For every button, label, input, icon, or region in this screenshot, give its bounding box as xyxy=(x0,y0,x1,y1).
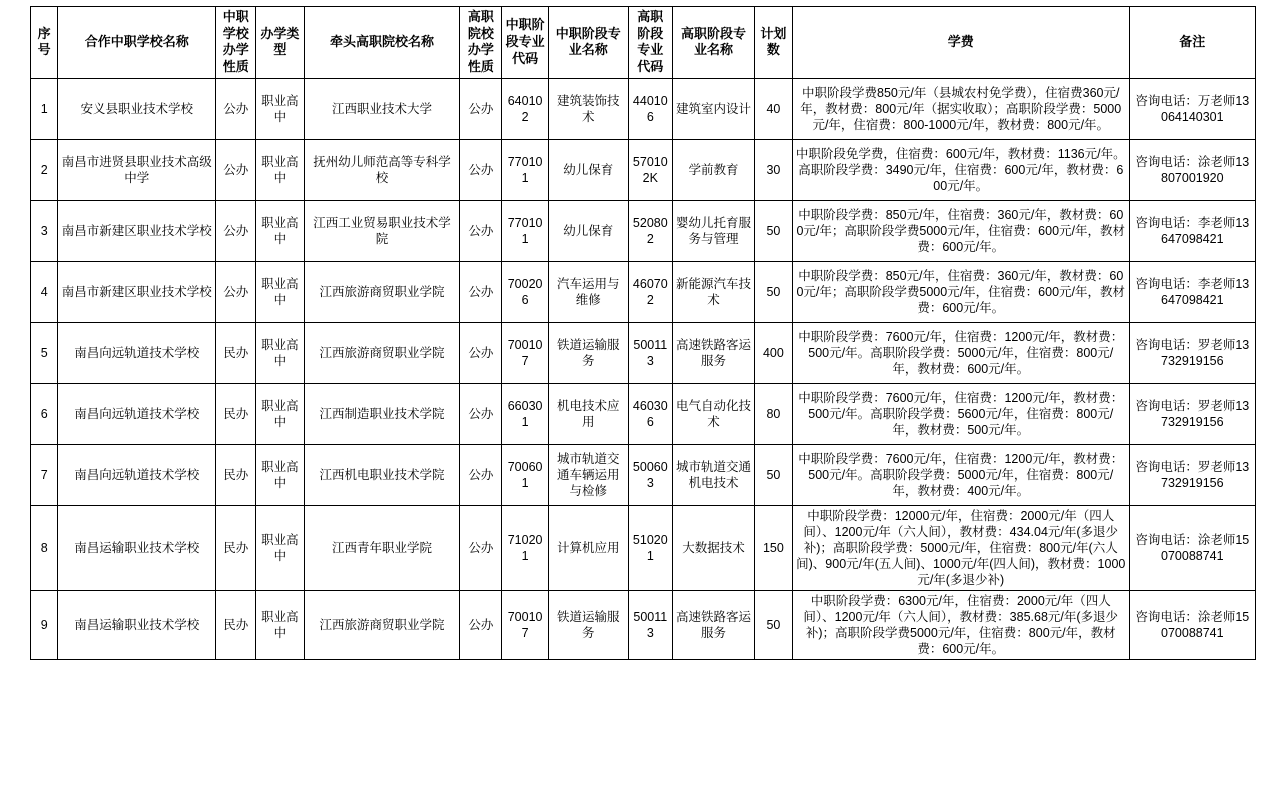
cell-index: 5 xyxy=(31,322,58,383)
cell-school: 南昌向远轨道技术学校 xyxy=(58,444,216,505)
cell-secondary-major-name: 铁道运输服务 xyxy=(548,322,628,383)
cell-remark: 咨询电话：罗老师13732919156 xyxy=(1129,383,1255,444)
cell-index: 2 xyxy=(31,139,58,200)
cell-tuition: 中职阶段学费：12000元/年，住宿费：2000元/年（四人间）、1200元/年（六人间），教材费：434.04元/年(多退少补)；高职阶段学费：5000元/年，住宿费：800元/年(六人间)、900元/年(五人间)、1000元/年(四人间)，教材费：1000元/年(多退少补) xyxy=(792,505,1129,590)
cell-secondary-major-code: 660301 xyxy=(502,383,548,444)
cell-higher-major-name: 建筑室内设计 xyxy=(672,78,754,139)
cell-school-nature: 民办 xyxy=(216,444,256,505)
cell-school-nature: 民办 xyxy=(216,383,256,444)
header-school: 合作中职学校名称 xyxy=(58,7,216,79)
cell-index: 9 xyxy=(31,590,58,659)
cell-secondary-major-name: 幼儿保育 xyxy=(548,200,628,261)
cell-plan-count: 50 xyxy=(754,590,792,659)
cell-college-nature: 公办 xyxy=(460,261,502,322)
cell-school: 安义县职业技术学校 xyxy=(58,78,216,139)
cell-school-nature: 公办 xyxy=(216,139,256,200)
cell-higher-major-name: 城市轨道交通机电技术 xyxy=(672,444,754,505)
table-header xyxy=(31,7,1256,79)
cell-college: 江西青年职业学院 xyxy=(304,505,460,590)
cell-college-nature: 公办 xyxy=(460,78,502,139)
cell-college: 江西工业贸易职业技术学院 xyxy=(304,200,460,261)
cell-school: 南昌向远轨道技术学校 xyxy=(58,322,216,383)
table-row xyxy=(31,322,1256,383)
cell-school-nature: 公办 xyxy=(216,261,256,322)
cell-college-nature: 公办 xyxy=(460,444,502,505)
header-plan-count: 计划数 xyxy=(754,7,792,79)
header-row xyxy=(31,7,1256,79)
cell-higher-major-name: 学前教育 xyxy=(672,139,754,200)
cell-higher-major-code: 460702 xyxy=(628,261,672,322)
cell-secondary-major-name: 城市轨道交通车辆运用与检修 xyxy=(548,444,628,505)
cell-higher-major-code: 500113 xyxy=(628,590,672,659)
cell-secondary-major-code: 640102 xyxy=(502,78,548,139)
cell-college-nature: 公办 xyxy=(460,200,502,261)
cell-tuition: 中职阶段学费850元/年（县城农村免学费），住宿费360元/年，教材费：800元/年（据实收取）；高职阶段学费：5000元/年，住宿费：800-1000元/年，教材费：800元/年。 xyxy=(792,78,1129,139)
cell-higher-major-name: 高速铁路客运服务 xyxy=(672,590,754,659)
cell-higher-major-code: 510201 xyxy=(628,505,672,590)
cell-index: 8 xyxy=(31,505,58,590)
cell-college: 江西职业技术大学 xyxy=(304,78,460,139)
cell-college: 抚州幼儿师范高等专科学校 xyxy=(304,139,460,200)
cell-remark: 咨询电话：罗老师13732919156 xyxy=(1129,322,1255,383)
cell-secondary-major-code: 700107 xyxy=(502,590,548,659)
cell-index: 6 xyxy=(31,383,58,444)
cell-plan-count: 400 xyxy=(754,322,792,383)
cell-secondary-major-name: 机电技术应用 xyxy=(548,383,628,444)
cell-higher-major-name: 新能源汽车技术 xyxy=(672,261,754,322)
cell-college-nature: 公办 xyxy=(460,383,502,444)
cell-school-nature: 公办 xyxy=(216,200,256,261)
cell-higher-major-name: 大数据技术 xyxy=(672,505,754,590)
cell-college: 江西旅游商贸职业学院 xyxy=(304,590,460,659)
header-higher-major-name: 高职阶段专业名称 xyxy=(672,7,754,79)
table-row xyxy=(31,444,1256,505)
cell-college-nature: 公办 xyxy=(460,139,502,200)
cell-remark: 咨询电话：涂老师13807001920 xyxy=(1129,139,1255,200)
cell-remark: 咨询电话：李老师13647098421 xyxy=(1129,200,1255,261)
cell-tuition: 中职阶段学费：7600元/年，住宿费：1200元/年，教材费：500元/年。高职阶段学费：5600元/年，住宿费：800元/年，教材费：500元/年。 xyxy=(792,383,1129,444)
header-remark: 备注 xyxy=(1129,7,1255,79)
header-higher-major-code: 高职阶段专业代码 xyxy=(628,7,672,79)
cell-school-nature: 公办 xyxy=(216,78,256,139)
cell-remark: 咨询电话：涂老师15070088741 xyxy=(1129,590,1255,659)
header-secondary-major-name: 中职阶段专业名称 xyxy=(548,7,628,79)
cell-plan-count: 150 xyxy=(754,505,792,590)
table-body xyxy=(31,78,1256,659)
cell-school-nature: 民办 xyxy=(216,505,256,590)
header-school-type: 办学类型 xyxy=(256,7,304,79)
cell-plan-count: 50 xyxy=(754,200,792,261)
cell-school: 南昌市进贤县职业技术高级中学 xyxy=(58,139,216,200)
cell-higher-major-name: 高速铁路客运服务 xyxy=(672,322,754,383)
cell-school-type: 职业高中 xyxy=(256,444,304,505)
cell-school-nature: 民办 xyxy=(216,322,256,383)
cell-tuition: 中职阶段学费：7600元/年，住宿费：1200元/年，教材费：500元/年。高职阶段学费：5000元/年，住宿费：800元/年，教材费：600元/年。 xyxy=(792,322,1129,383)
cell-remark: 咨询电话：罗老师13732919156 xyxy=(1129,444,1255,505)
cell-index: 7 xyxy=(31,444,58,505)
header-college: 牵头高职院校名称 xyxy=(304,7,460,79)
cell-remark: 咨询电话：万老师13064140301 xyxy=(1129,78,1255,139)
cell-higher-major-name: 电气自动化技术 xyxy=(672,383,754,444)
cell-index: 3 xyxy=(31,200,58,261)
cell-plan-count: 80 xyxy=(754,383,792,444)
cell-school-type: 职业高中 xyxy=(256,383,304,444)
cell-school: 南昌运输职业技术学校 xyxy=(58,590,216,659)
cell-secondary-major-name: 建筑装饰技术 xyxy=(548,78,628,139)
cell-school-type: 职业高中 xyxy=(256,505,304,590)
cell-index: 1 xyxy=(31,78,58,139)
cell-school: 南昌市新建区职业技术学校 xyxy=(58,261,216,322)
cell-higher-major-code: 500113 xyxy=(628,322,672,383)
cell-school-type: 职业高中 xyxy=(256,78,304,139)
table-row xyxy=(31,505,1256,590)
cell-secondary-major-code: 700206 xyxy=(502,261,548,322)
header-college-nature: 高职院校办学性质 xyxy=(460,7,502,79)
cell-secondary-major-code: 700601 xyxy=(502,444,548,505)
cell-college-nature: 公办 xyxy=(460,590,502,659)
cell-tuition: 中职阶段学费：850元/年，住宿费：360元/年，教材费：600元/年；高职阶段学费5000元/年，住宿费：600元/年，教材费：600元/年。 xyxy=(792,200,1129,261)
cell-plan-count: 50 xyxy=(754,444,792,505)
cell-secondary-major-name: 计算机应用 xyxy=(548,505,628,590)
cooperation-programs-table xyxy=(30,6,1256,660)
cell-college-nature: 公办 xyxy=(460,505,502,590)
cell-college: 江西旅游商贸职业学院 xyxy=(304,322,460,383)
cell-school-type: 职业高中 xyxy=(256,322,304,383)
cell-tuition: 中职阶段学费：7600元/年，住宿费：1200元/年，教材费：500元/年。高职阶段学费：5000元/年，住宿费：800元/年，教材费：400元/年。 xyxy=(792,444,1129,505)
header-school-nature: 中职学校办学性质 xyxy=(216,7,256,79)
cell-school-type: 职业高中 xyxy=(256,200,304,261)
cell-secondary-major-name: 汽车运用与维修 xyxy=(548,261,628,322)
cell-tuition: 中职阶段学费：6300元/年，住宿费：2000元/年（四人间）、1200元/年（六人间），教材费：385.68元/年(多退少补)；高职阶段学费5000元/年，住宿费：800元/年，教材费：600元/年。 xyxy=(792,590,1129,659)
header-tuition: 学费 xyxy=(792,7,1129,79)
table-row xyxy=(31,590,1256,659)
cell-plan-count: 40 xyxy=(754,78,792,139)
cell-school-type: 职业高中 xyxy=(256,590,304,659)
cell-college-nature: 公办 xyxy=(460,322,502,383)
cell-secondary-major-code: 710201 xyxy=(502,505,548,590)
table-row xyxy=(31,78,1256,139)
cell-school-nature: 民办 xyxy=(216,590,256,659)
table-row xyxy=(31,200,1256,261)
cell-school-type: 职业高中 xyxy=(256,261,304,322)
cell-school: 南昌运输职业技术学校 xyxy=(58,505,216,590)
cell-college: 江西旅游商贸职业学院 xyxy=(304,261,460,322)
cell-secondary-major-name: 幼儿保育 xyxy=(548,139,628,200)
cell-higher-major-code: 520802 xyxy=(628,200,672,261)
cell-secondary-major-code: 770101 xyxy=(502,200,548,261)
cell-higher-major-code: 440106 xyxy=(628,78,672,139)
cell-college: 江西制造职业技术学院 xyxy=(304,383,460,444)
cell-school: 南昌市新建区职业技术学校 xyxy=(58,200,216,261)
table-row xyxy=(31,261,1256,322)
cell-college: 江西机电职业技术学院 xyxy=(304,444,460,505)
cell-higher-major-code: 570102K xyxy=(628,139,672,200)
cell-plan-count: 50 xyxy=(754,261,792,322)
cell-secondary-major-code: 770101 xyxy=(502,139,548,200)
cell-higher-major-code: 460306 xyxy=(628,383,672,444)
cell-index: 4 xyxy=(31,261,58,322)
cell-higher-major-code: 500603 xyxy=(628,444,672,505)
cell-school: 南昌向远轨道技术学校 xyxy=(58,383,216,444)
header-secondary-major-code: 中职阶段专业代码 xyxy=(502,7,548,79)
cell-remark: 咨询电话：涂老师15070088741 xyxy=(1129,505,1255,590)
cell-higher-major-name: 婴幼儿托育服务与管理 xyxy=(672,200,754,261)
table-row xyxy=(31,139,1256,200)
table-row xyxy=(31,383,1256,444)
cell-plan-count: 30 xyxy=(754,139,792,200)
cell-tuition: 中职阶段免学费，住宿费：600元/年，教材费：1136元/年。高职阶段学费：3490元/年，住宿费：600元/年，教材费：600元/年。 xyxy=(792,139,1129,200)
cell-secondary-major-name: 铁道运输服务 xyxy=(548,590,628,659)
cell-tuition: 中职阶段学费：850元/年，住宿费：360元/年，教材费：600元/年；高职阶段学费5000元/年，住宿费：600元/年，教材费：600元/年。 xyxy=(792,261,1129,322)
cell-remark: 咨询电话：李老师13647098421 xyxy=(1129,261,1255,322)
cell-secondary-major-code: 700107 xyxy=(502,322,548,383)
header-index: 序号 xyxy=(31,7,58,79)
cell-school-type: 职业高中 xyxy=(256,139,304,200)
